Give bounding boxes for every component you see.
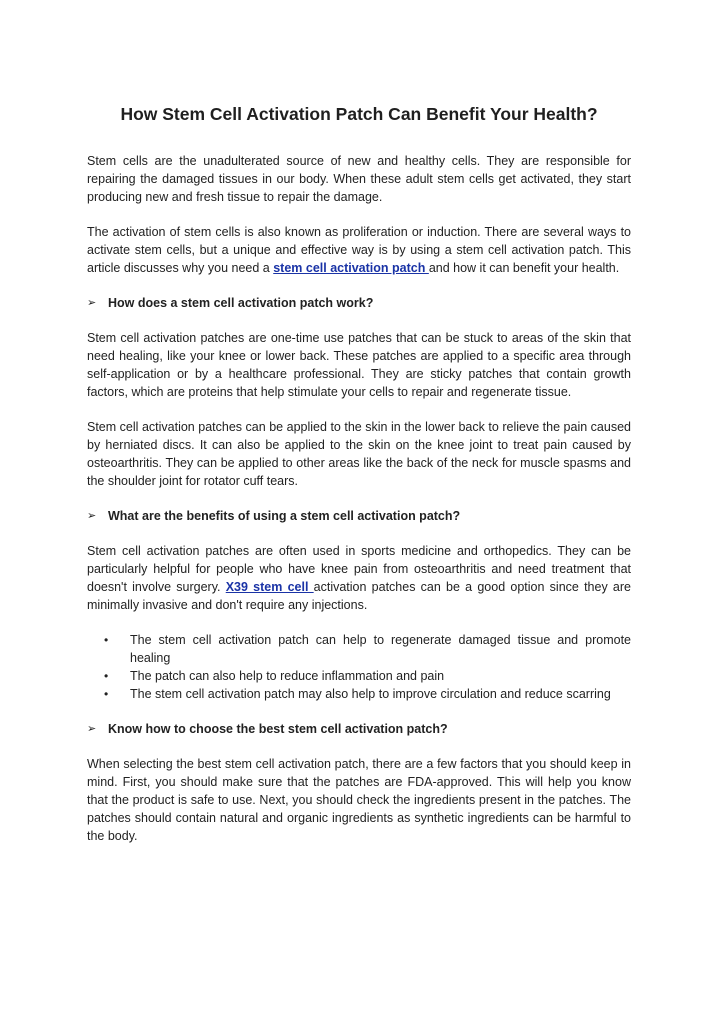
benefits-paragraph-1-text-after: activation patches can be a good option since they are minimally invasive and don't require any injections.	[87, 580, 631, 612]
intro-paragraph-2-text-before: The activation of stem cells is also known as proliferation or induction. There are several ways to activate stem cells, but a unique and effective way is by using a stem cell activation patch. This article discusses why you need a	[87, 225, 631, 275]
section-heading-choose-text: Know how to choose the best stem cell activation patch?	[108, 722, 448, 736]
bullet-dot-icon: •	[104, 687, 109, 701]
arrow-bullet-icon: ➢	[87, 510, 97, 522]
section-heading-how-text: How does a stem cell activation patch work?	[108, 296, 374, 310]
bullet-dot-icon: •	[104, 669, 109, 683]
arrow-bullet-icon: ➢	[87, 297, 97, 309]
benefits-paragraph-1	[87, 542, 631, 614]
section-heading-how	[87, 294, 631, 312]
section-heading-benefits-text: What are the benefits of using a stem cell activation patch?	[108, 509, 461, 523]
list-item	[104, 667, 631, 685]
stem-cell-activation-patch-link[interactable]: stem cell activation patch	[273, 261, 429, 275]
choose-paragraph-1: When selecting the best stem cell activation patch, there are a few factors that you should keep in mind. First, you should make sure that the patches are FDA-approved. This will help you know that the product is safe to use. Next, you should check the ingredients present in the patches. The patches should contain natural and organic ingredients as synthetic ingredients can be harmful to the body.	[87, 757, 631, 843]
intro-paragraph-1: Stem cells are the unadulterated source of new and healthy cells. They are responsible for repairing the damaged tissues in our body. When these adult stem cells get activated, they start producing new and fresh tissue to repair the damage.	[87, 154, 631, 204]
benefits-bullet-list	[87, 631, 631, 703]
intro-paragraph-2-text-after: and how it can benefit your health.	[428, 261, 620, 275]
intro-paragraph-2	[87, 223, 631, 277]
how-paragraph-1: Stem cell activation patches are one-time use patches that can be stuck to areas of the skin that need healing, like your knee or lower back. These patches are applied to a specific area through self-application or by a healthcare professional. They are sticky patches that contain growth factors, which are proteins that help stimulate your cells to repair and regenerate tissue.	[87, 331, 631, 399]
bullet-dot-icon: •	[104, 633, 109, 647]
list-item-text: The stem cell activation patch may also help to improve circulation and reduce scarring	[130, 687, 611, 701]
section-heading-benefits	[87, 507, 631, 525]
arrow-bullet-icon: ➢	[87, 723, 97, 735]
list-item	[104, 685, 631, 703]
how-paragraph-2: Stem cell activation patches can be applied to the skin in the lower back to relieve the pain caused by herniated discs. It can also be applied to the skin on the knee joint to treat pain caused by osteoarthritis. They can be applied to other areas like the back of the neck for muscle spasms and the shoulder joint for rotator cuff tears.	[87, 420, 631, 488]
section-heading-choose	[87, 720, 631, 738]
benefits-paragraph-1-text-before: Stem cell activation patches are often used in sports medicine and orthopedics. They can be particularly helpful for people who have knee pain from osteoarthritis and need treatment that doesn't involve surgery.	[87, 544, 631, 594]
page-title: How Stem Cell Activation Patch Can Benefit Your Health?	[120, 104, 598, 124]
list-item-text: The patch can also help to reduce inflammation and pain	[130, 669, 445, 683]
list-item	[104, 631, 631, 667]
list-item-text: The stem cell activation patch can help to regenerate damaged tissue and promote healing	[130, 633, 631, 665]
x39-stem-cell-link[interactable]: X39 stem cell	[225, 580, 314, 594]
